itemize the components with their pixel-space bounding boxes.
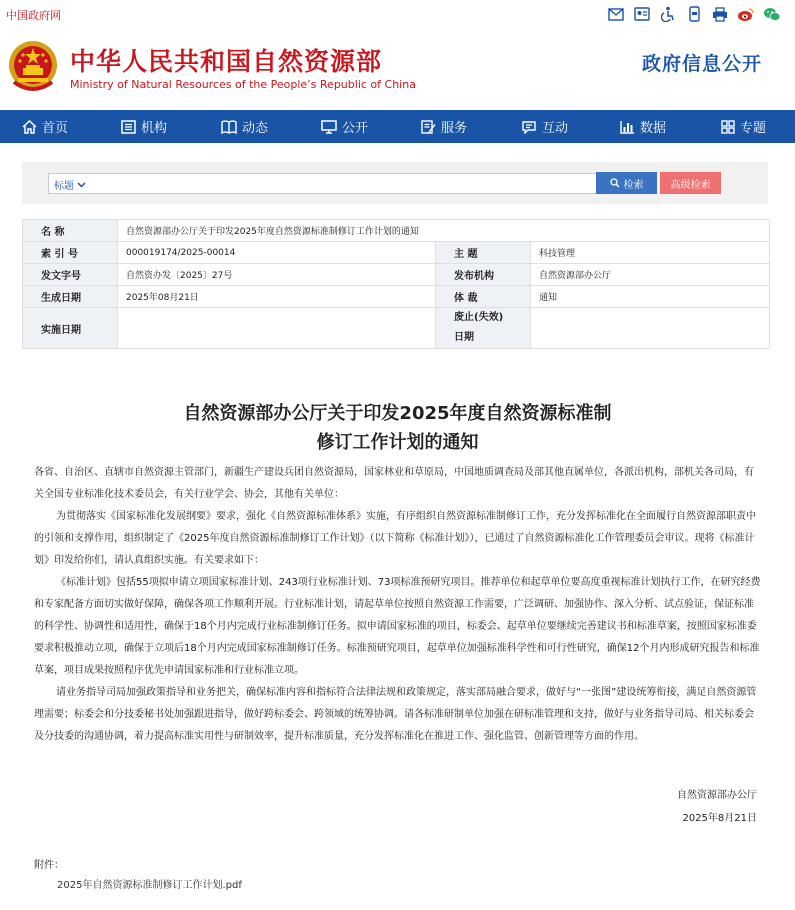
meta-label-index: 索 引 号 xyxy=(23,242,118,264)
advanced-search-button[interactable]: 高级检索 xyxy=(660,172,721,194)
article-title-line1: 自然资源部办公厅关于印发2025年度自然资源标准制 xyxy=(183,403,612,424)
attachment-link[interactable]: 2025年自然资源标准制修订工作计划.pdf xyxy=(57,880,242,891)
edit-icon xyxy=(421,120,436,134)
mail-icon[interactable] xyxy=(607,5,625,23)
search-button-label: 检索 xyxy=(623,179,644,191)
nav-label-open: 公开 xyxy=(342,121,369,136)
nav-label-org: 机构 xyxy=(141,121,168,136)
article-sign-date: 2025年8月21日 xyxy=(682,813,757,824)
nav-item-interact[interactable] xyxy=(521,110,568,143)
national-emblem-icon[interactable] xyxy=(6,38,60,96)
attachment-label: 附件： xyxy=(34,860,64,871)
nav-item-home[interactable] xyxy=(22,110,68,143)
nav-label-interact: 互动 xyxy=(542,121,569,136)
site-name-en: Ministry of Natural Resources of the People’s Republic of China xyxy=(70,78,416,91)
grid-icon xyxy=(721,120,735,134)
weibo-icon[interactable] xyxy=(737,5,755,23)
accessibility-icon[interactable] xyxy=(659,5,677,23)
org-icon xyxy=(121,120,136,134)
meta-label-issuer: 发布机构 xyxy=(436,264,531,286)
article-title-line2: 修订工作计划的通知 xyxy=(316,432,479,453)
meta-label-docno: 发文字号 xyxy=(23,264,118,286)
nav-label-service: 服务 xyxy=(441,121,468,136)
top-bar xyxy=(0,0,795,28)
meta-value-expire xyxy=(531,308,770,349)
meta-row-index xyxy=(23,242,770,264)
article-paragraph: 为贯彻落实《国家标准化发展纲要》要求，强化《自然资源标准体系》实施，有序组织自然资源标准制修订工作，充分发挥标准化在全面履行自然资源部职责中的引领和支撑作用，组织制定了《2025年度自然资源标准制修订工作计划》（以下简称《标准计划》），已通过了自然资源标准化工作管理委员会审议。现将《标准计划》印发给你们，请认真组织实施。有关要求如下： xyxy=(34,511,756,566)
search-input[interactable] xyxy=(48,173,614,194)
meta-label-subject: 主 题 xyxy=(436,242,531,264)
meta-value-name: 自然资源部办公厅关于印发2025年度自然资源标准制修订工作计划的通知 xyxy=(118,220,770,242)
nav-item-topics[interactable] xyxy=(721,110,766,143)
search-field-select[interactable] xyxy=(54,177,86,192)
meta-row-docno xyxy=(23,264,770,286)
site-header xyxy=(0,28,795,110)
meta-label-name: 名 称 xyxy=(23,220,118,242)
book-icon xyxy=(221,120,237,134)
search-button[interactable] xyxy=(596,172,657,194)
main-nav xyxy=(0,110,795,143)
chevron-down-icon xyxy=(77,182,86,188)
top-icons xyxy=(607,5,781,23)
print-icon[interactable] xyxy=(711,5,729,23)
article-addressee: 各省、自治区、直辖市自然资源主管部门，新疆生产建设兵团自然资源局，国家林业和草原局，中国地质调查局及部其他直属单位，各派出机构，部机关各司局，有关全国专业标准化技术委员会，有关行业学会、协会，其他有关单位： xyxy=(34,467,754,500)
nav-item-open[interactable] xyxy=(321,110,368,143)
meta-value-index: 000019174/2025-00014 xyxy=(118,242,436,264)
nav-item-data[interactable] xyxy=(620,110,666,143)
contact-card-icon[interactable] xyxy=(633,5,651,23)
site-name[interactable]: 中华人民共和国自然资源部 xyxy=(70,47,383,76)
search-panel xyxy=(22,162,768,204)
meta-label-impl: 实施日期 xyxy=(23,308,118,349)
nav-label-home: 首页 xyxy=(42,121,69,136)
home-icon xyxy=(22,120,37,134)
document-meta-table xyxy=(22,219,770,349)
monitor-icon xyxy=(321,120,337,134)
nav-label-news: 动态 xyxy=(242,121,269,136)
nav-label-data: 数据 xyxy=(640,121,667,136)
meta-value-date: 2025年08月21日 xyxy=(118,286,436,308)
gov-info-title: 政府信息公开 xyxy=(641,53,762,75)
nav-item-news[interactable] xyxy=(221,110,268,143)
meta-value-genre: 通知 xyxy=(531,286,770,308)
meta-value-docno: 自然资办发〔2025〕27号 xyxy=(118,264,436,286)
nav-item-org[interactable] xyxy=(121,110,167,143)
meta-label-expire-line1: 废止(失效) xyxy=(454,312,504,323)
nav-label-topics: 专题 xyxy=(740,121,767,136)
search-field-select-value: 标题 xyxy=(54,181,74,192)
wechat-icon[interactable] xyxy=(763,5,781,23)
article-paragraph: 《标准计划》包括55项拟申请立项国家标准计划、243项行业标准计划、73项标准预研究项目。推荐单位和起草单位要高度重视标准计划执行工作，在研究经费和专家配备方面切实做好保障，确保各项工作顺利开展。行业标准计划，请起草单位按照自然资源工作需要，广泛调研、加强协作、深入分析、试点验证，保证标准的科学性、协调性和适用性，确保于18个月内完成行业标准制修订任务。拟申请国家标准的项目，标委会、起草单位要继续完善建议书和标准草案，按照国家标准委要求积极推动立项，确保于立项后18个月内完成国家标准制修订任务。标准预研究项目，起草单位加强标准科学性和可行性研究，确保12个月内形成研究报告和标准草案，项目成果按照程序优先申请国家标准和行业标准立项。 xyxy=(34,577,761,676)
gov-cn-link[interactable]: 中国政府网 xyxy=(6,9,61,22)
meta-row-name xyxy=(23,220,770,242)
search-icon xyxy=(610,178,620,188)
meta-row-date xyxy=(23,286,770,308)
article-paragraph: 请业务指导司局加强政策指导和业务把关，确保标准内容和指标符合法律法规和政策规定，落实部局融合要求，做好与“一张图”建设统筹衔接，满足自然资源管理需要；标委会和分技委秘书处加强跟进指导，做好跨标委会、跨领域的统筹协调。请各标准研制单位加强在研标准管理和支持，做好与业务指导司局、相关标委会及分技委的沟通协调，着力提高标准实用性与研制效率，提升标准质量，充分发挥标准化在推进工作、强化监管、创新管理等方面的作用。 xyxy=(34,687,757,742)
meta-label-expire-line2: 日期 xyxy=(454,332,474,343)
meta-label-genre: 体 裁 xyxy=(436,286,531,308)
bar-chart-icon xyxy=(620,120,635,134)
meta-value-impl xyxy=(118,308,436,349)
meta-value-issuer: 自然资源部办公厅 xyxy=(531,264,770,286)
mobile-app-icon[interactable] xyxy=(685,5,703,23)
chat-icon xyxy=(521,120,537,134)
meta-label-date: 生成日期 xyxy=(23,286,118,308)
article-signature: 自然资源部办公厅 xyxy=(677,790,757,801)
meta-row-impl xyxy=(23,308,770,349)
meta-value-subject: 科技管理 xyxy=(531,242,770,264)
article-body xyxy=(34,462,761,748)
nav-item-service[interactable] xyxy=(421,110,467,143)
meta-label-expire xyxy=(436,308,531,349)
